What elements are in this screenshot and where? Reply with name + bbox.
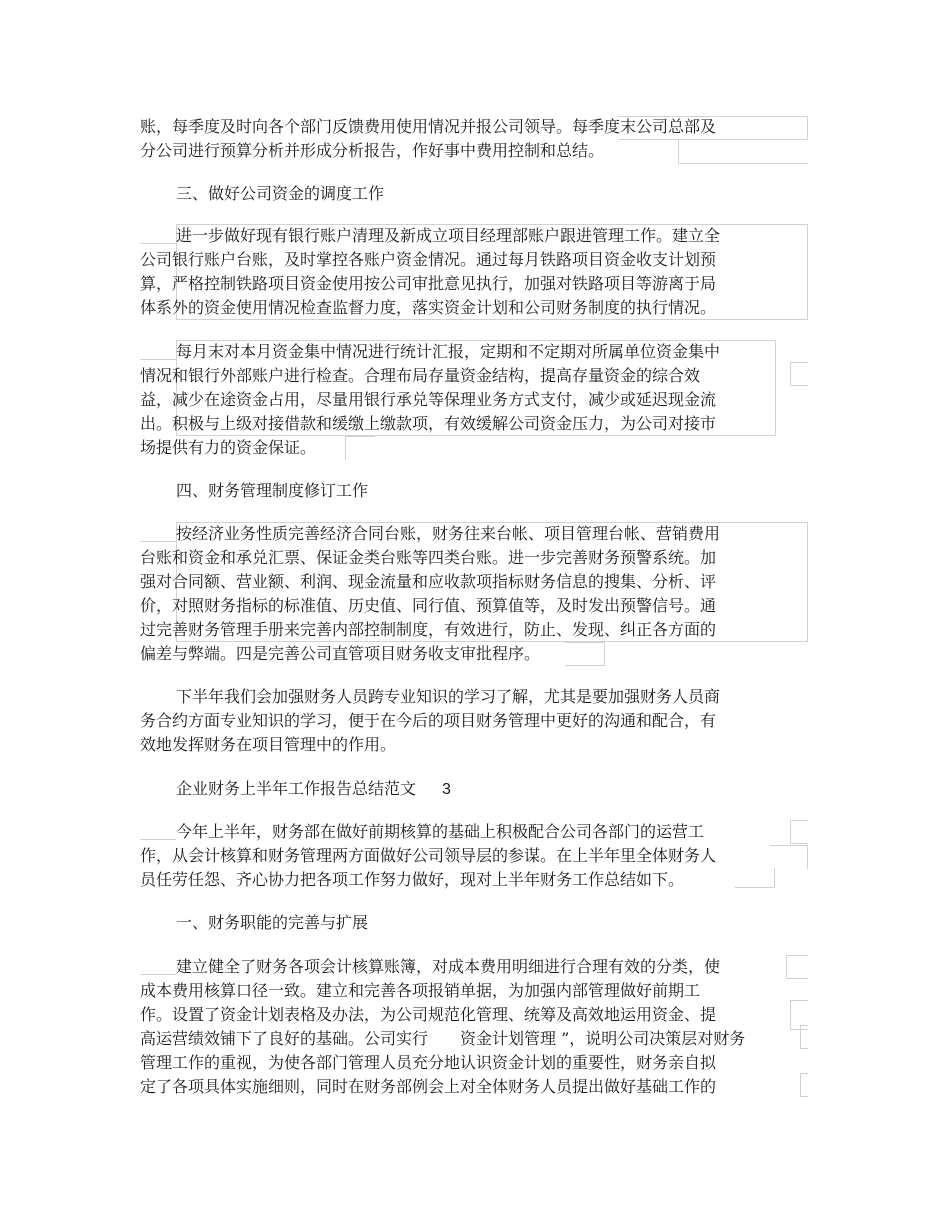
text-line: 下半年我们会加强财务人员跨专业知识的学习了解，尤其是要加强财务人员商	[176, 687, 721, 706]
text-line: 高运营绩效铺下了良好的基础。公司实行 资金计划管理 ”，说明公司决策层对财务	[140, 1029, 746, 1048]
scan-rule	[345, 436, 375, 460]
text-line: 分公司进行预算分析并形成分析报告，作好事中费用控制和总结。	[140, 141, 605, 160]
section-heading: 三、做好公司资金的调度工作	[176, 184, 385, 203]
scan-rule	[140, 820, 176, 840]
scan-rule	[140, 955, 176, 975]
scan-rule	[790, 362, 808, 386]
text-line: 台账和资金和承兑汇票、保证金类台账等四类台账。进一步完善财务预警系统。加	[140, 548, 717, 567]
scan-rule	[770, 845, 808, 869]
article-title-number: 3	[442, 781, 451, 798]
text-line: 作，从会计核算和财务管理两方面做好公司领导层的参谋。在上半年里全体财务人	[140, 846, 717, 865]
scan-rule	[800, 1025, 808, 1049]
section-heading: 一、财务职能的完善与扩展	[176, 913, 369, 932]
scan-rule	[140, 340, 176, 360]
text-line: 情况和银行外部账户进行检查。合理布局存量资金结构，提高存量资金的综合效	[140, 366, 701, 385]
article-title-text: 企业财务上半年工作报告总结范文	[176, 779, 417, 798]
article-title	[176, 777, 451, 802]
text-line: 成本费用核算口径一致。建立和完善各项报销单据，为加强内部管理做好前期工	[140, 981, 701, 1000]
text-line: 每月末对本月资金集中情况进行统计汇报，定期和不定期对所属单位资金集中	[176, 342, 721, 361]
text-line: 益，减少在途资金占用，尽量用银行承兑等保理业务方式支付，减少或延迟现金流	[140, 390, 717, 409]
text-line: 偏差与弊端。四是完善公司直管项目财务收支审批程序。	[140, 644, 541, 663]
text-line: 作。设置了资金计划表格及办法，为公司规范化管理、统筹及高效地运用资金、提	[140, 1005, 717, 1024]
text-line: 建立健全了财务各项会计核算账簿，对成本费用明细进行合理有效的分类，使	[176, 957, 721, 976]
scan-rule	[140, 224, 176, 244]
text-line: 出。积极与上级对接借款和缓缴上缴款项，有效缓解公司资金压力，为公司对接市	[140, 414, 717, 433]
scan-rule	[565, 642, 605, 666]
scan-rule	[735, 868, 775, 888]
scan-rule	[800, 1073, 808, 1097]
text-line: 算，严格控制铁路项目资金使用按公司审批意见执行，加强对铁路项目等游离于局	[140, 274, 717, 293]
text-line: 员任劳任怨、齐心协力把各项工作努力做好，现对上半年财务工作总结如下。	[140, 870, 685, 889]
text-line: 过完善财务管理手册来完善内部控制制度，有效进行，防止、发现、纠正各方面的	[140, 620, 717, 639]
text-line: 价，对照财务指标的标准值、历史值、同行值、预算值等，及时发出预警信号。通	[140, 596, 717, 615]
text-line: 按经济业务性质完善经济合同台账，财务往来台帐、项目管理台帐、营销费用	[176, 524, 721, 543]
scan-rule	[678, 140, 808, 164]
text-line: 公司银行账户台账，及时掌控各账户资金情况。通过每月铁路项目资金收支计划预	[140, 250, 717, 269]
section-heading: 四、财务管理制度修订工作	[176, 481, 369, 500]
scan-rule	[786, 955, 808, 979]
text-line: 今年上半年，财务部在做好前期核算的基础上积极配合公司各部门的运营工	[176, 822, 705, 841]
text-line: 管理工作的重视，为使各部门管理人员充分地认识资金计划的重要性，财务亲自拟	[140, 1053, 717, 1072]
text-line: 体系外的资金使用情况检查监督力度，落实资金计划和公司财务制度的执行情况。	[140, 298, 717, 317]
text-line: 强对合同额、营业额、利润、现金流量和应收款项指标财务信息的搜集、分析、评	[140, 572, 717, 591]
text-line: 务合约方面专业知识的学习，便于在今后的项目财务管理中更好的沟通和配合，有	[140, 711, 717, 730]
text-line: 定了各项具体实施细则，同时在财务部例会上对全体财务人员提出做好基础工作的	[140, 1077, 717, 1096]
text-line: 进一步做好现有银行账户清理及新成立项目经理部账户跟进管理工作。建立全	[176, 226, 721, 245]
text-line: 账，每季度及时向各个部门反馈费用使用情况并报公司领导。每季度末公司总部及	[140, 117, 717, 136]
text-line: 效地发挥财务在项目管理中的作用。	[140, 735, 397, 754]
scan-rule	[790, 820, 808, 844]
text-line: 场提供有力的资金保证。	[140, 438, 317, 457]
scan-rule	[140, 522, 176, 542]
